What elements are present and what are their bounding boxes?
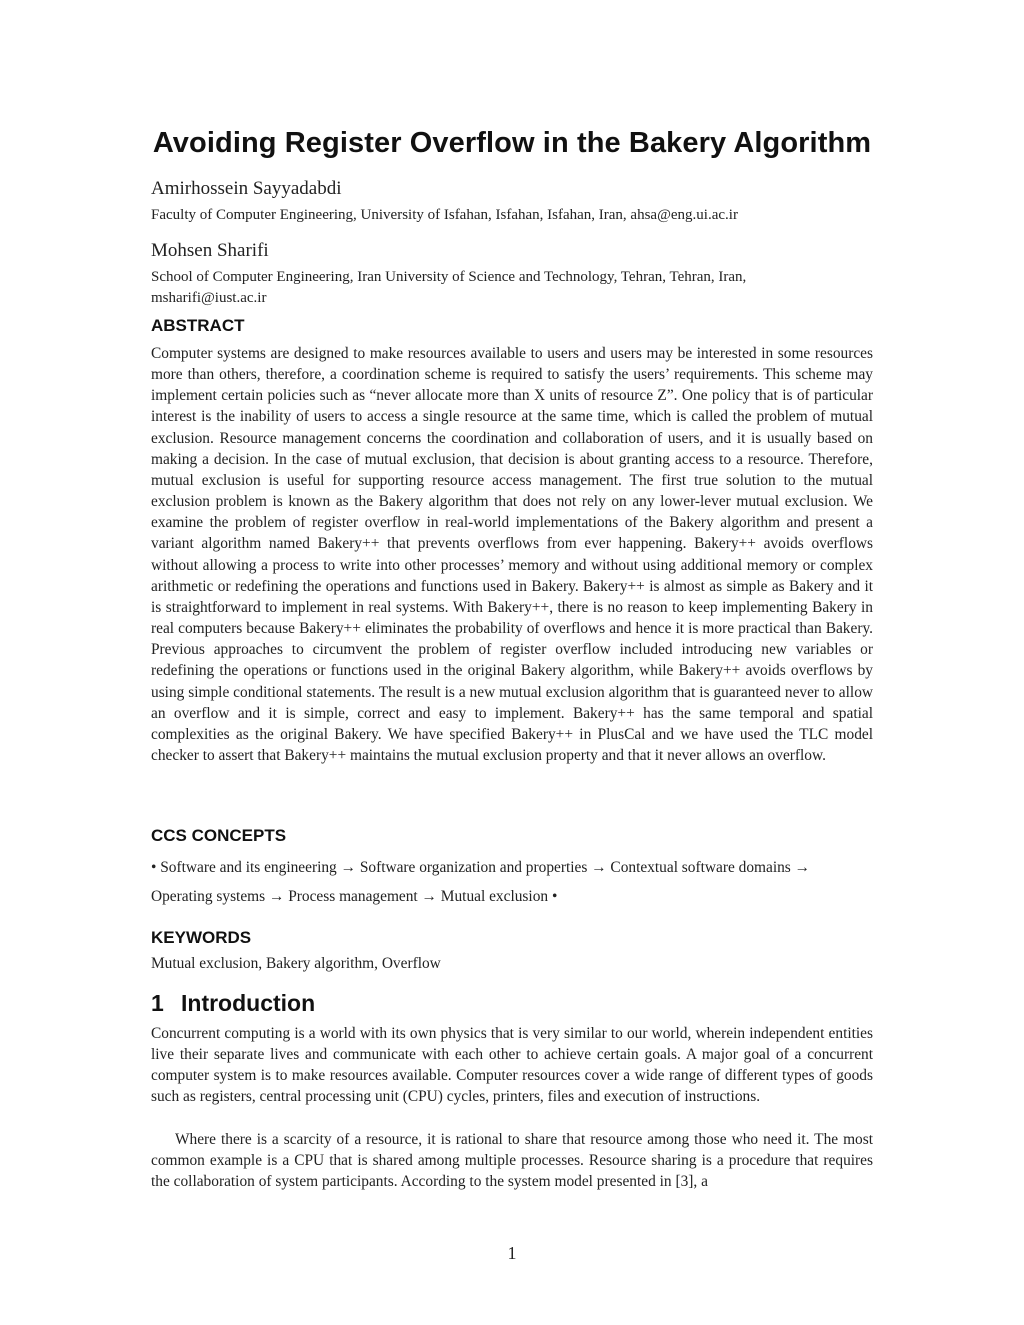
introduction-heading <box>151 990 315 1017</box>
abstract-heading: ABSTRACT <box>151 316 245 335</box>
ccs-concepts-heading: CCS CONCEPTS <box>151 826 287 845</box>
keywords-heading: KEYWORDS <box>151 928 252 947</box>
ccs-concepts-text: • Software and its engineering → Software organization and properties → Contextual software domains → Operating systems → Process management → Mutual exclusion • <box>151 859 811 905</box>
abstract-text: Computer systems are designed to make resources available to users and users may be interested in some resources more than others, therefore, a coordination scheme is required to satisfy the users’ requirements. This scheme may implement certain policies such as “never allocate more than X units of resource Z”. One policy that is of particular interest is the inability of users to access a single resource at the same time, which is called the problem of mutual exclusion. Resource management concerns the coordination and collaboration of users, and it is usually based on making a decision. In the case of mutual exclusion, that decision is about granting access to a resource. Therefore, mutual exclusion is useful for supporting resource access management. The first true solution to the mutual exclusion problem is known as the Bakery algorithm that does not rely on any lower-lever mutual exclusion. We examine the problem of register overflow in real-world implementations of the Bakery algorithm and present a variant algorithm named Bakery++ that prevents overflows from ever happening. Bakery++ avoids overflows without allowing a process to write into other processes’ memory and without using additional memory or complex arithmetic or redefining the operations and functions used in Bakery. Bakery++ is almost as simple as Bakery and it is straightforward to implement in real systems. With Bakery++, there is no reason to keep implementing Bakery in real computers because Bakery++ eliminates the probability of overflows and hence it is more practical than Bakery. Previous approaches to circumvent the problem of register overflow included introducing new variables or redefining the operations or functions used in the original Bakery algorithm, while Bakery++ avoids overflows by using simple conditional statements. The result is a new mutual exclusion algorithm that is guaranteed never to allow an overflow and it is simple, correct and easy to implement. Bakery++ has the same temporal and spatial complexities as the original Bakery. We have specified Bakery++ in PlusCal and we have used the TLC model checker to assert that Bakery++ maintains the mutual exclusion property and that it never allows an overflow. <box>151 345 873 764</box>
keywords-text: Mutual exclusion, Bakery algorithm, Overflow <box>151 955 441 972</box>
section-number: 1 <box>151 990 164 1016</box>
introduction-paragraph-1: Concurrent computing is a world with its own physics that is very similar to our world, wherein independent entities live their separate lives and communicate with each other to achieve certain goals. A major goal of a concurrent computer system is to make resources available. Computer resources cover a wide range of different types of goods such as registers, central processing unit (CPU) cycles, printers, files and execution of instructions. <box>151 1025 873 1106</box>
page-number: 1 <box>507 1243 517 1263</box>
author-affiliation-1: Faculty of Computer Engineering, University of Isfahan, Isfahan, Isfahan, Iran, ahsa@eng.ui.ac.ir <box>151 207 738 223</box>
introduction-paragraph-2: Where there is a scarcity of a resource, it is rational to share that resource among those who need it. The most common example is a CPU that is shared among multiple processes. Resource sharing is a procedure that requires the collaboration of system participants. According to the system model presented in [3], a <box>151 1131 873 1191</box>
author-affiliation-2: School of Computer Engineering, Iran University of Science and Technology, Tehran, Tehran, Iran, msharifi@iust.ac.ir <box>151 269 747 306</box>
author-name-2: Mohsen Sharifi <box>151 240 269 261</box>
section-title: Introduction <box>181 990 316 1016</box>
paper-title: Avoiding Register Overflow in the Bakery Algorithm <box>152 127 872 159</box>
author-name-1: Amirhossein Sayyadabdi <box>151 178 342 199</box>
